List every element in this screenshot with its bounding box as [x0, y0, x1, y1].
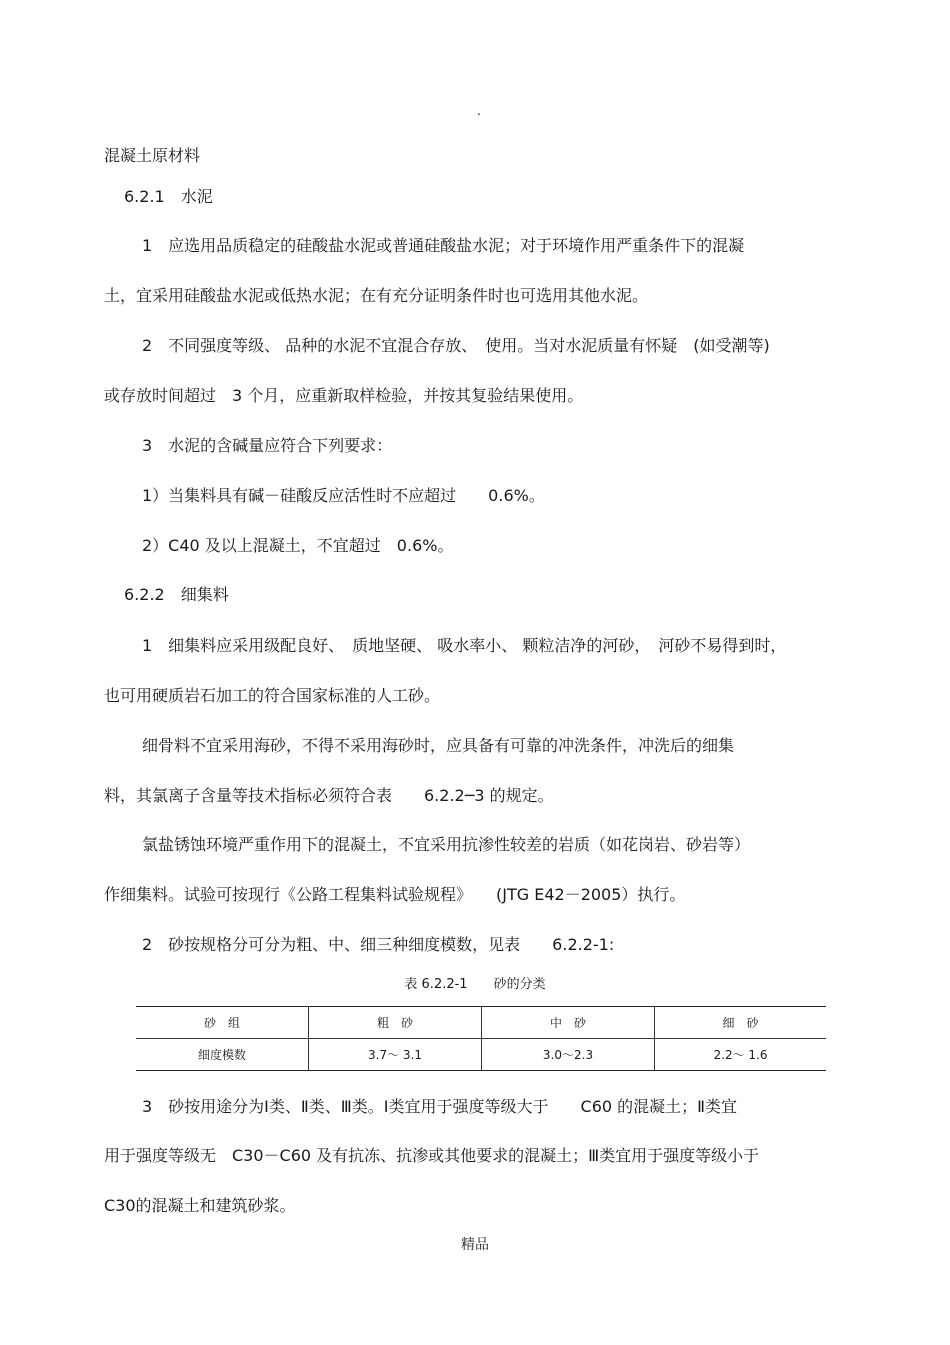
paragraph-line: 3 砂按用途分为Ⅰ类、Ⅱ类、Ⅲ类。Ⅰ类宜用于强度等级大于 C60 的混凝土；Ⅱ类宜 [142, 1097, 738, 1116]
paragraph-line: 1 细集料应采用级配良好、 质地坚硬、 吸水率小、 颗粒洁净的河砂， 河砂不易得到时， [142, 636, 787, 655]
section-heading-fine-aggregate: 6.2.2 细集料 [124, 585, 229, 604]
paragraph-line: C30的混凝土和建筑砂浆。 [104, 1196, 296, 1215]
paragraph-line: 细骨料不宜采用海砂，不得不采用海砂时，应具备有可靠的冲洗条件，冲洗后的细集 [142, 736, 735, 755]
header-cell: 粗 砂 [309, 1007, 482, 1039]
paragraph-line: 料，其氯离子含量等技术指标必须符合表 6.2.2─3 的规定。 [104, 786, 554, 805]
header-cell: 砂 组 [136, 1007, 309, 1039]
paragraph-line: 3 水泥的含碱量应符合下列要求： [142, 436, 393, 455]
paragraph-line: 或存放时间超过 3 个月，应重新取样检验，并按其复验结果使用。 [104, 386, 584, 405]
doc-title: 混凝土原材料 [104, 146, 201, 165]
paragraph-line: 氯盐锈蚀环境严重作用下的混凝土，不宜采用抗渗性较差的岩质（如花岗岩、砂岩等） [142, 835, 751, 854]
paragraph-line: 2）C40 及以上混凝土，不宜超过 0.6%。 [142, 536, 454, 555]
paragraph-line: 用于强度等级无 C30－C60 及有抗冻、抗渗或其他要求的混凝土；Ⅲ类宜用于强度等级小于 [104, 1146, 760, 1165]
table-caption: 表 6.2.2-1 砂的分类 [404, 977, 546, 992]
paragraph-line: 1）当集料具有碱－硅酸反应活性时不应超过 0.6%。 [142, 486, 545, 505]
header-cell: 细 砂 [655, 1007, 827, 1039]
header-mark: . [477, 104, 481, 118]
paragraph-line: 1 应选用品质稳定的硅酸盐水泥或普通硅酸盐水泥；对于环境作用严重条件下的混凝 [142, 236, 745, 255]
page-footer: 精品 [461, 1237, 489, 1253]
paragraph-line: 2 不同强度等级、 品种的水泥不宜混合存放、 使用。当对水泥质量有怀疑 (如受潮等) [142, 336, 770, 355]
table-cell: 2.2～ 1.6 [655, 1039, 827, 1071]
table-cell: 细度模数 [136, 1039, 309, 1071]
section-heading-cement: 6.2.1 水泥 [124, 187, 213, 206]
paragraph-line: 2 砂按规格分可分为粗、中、细三种细度模数，见表 6.2.2-1: [142, 935, 615, 954]
sand-classification-table [136, 1006, 826, 1071]
table-cell: 3.7～ 3.1 [309, 1039, 482, 1071]
paragraph-line: 作细集料。试验可按现行《公路工程集料试验规程》 (JTG E42－2005）执行。 [104, 885, 686, 904]
table-row [136, 1039, 826, 1071]
table-header-row [136, 1007, 826, 1039]
header-cell: 中 砂 [482, 1007, 655, 1039]
paragraph-line: 也可用硬质岩石加工的符合国家标准的人工砂。 [104, 686, 441, 705]
table-cell: 3.0～2.3 [482, 1039, 655, 1071]
paragraph-line: 土，宜采用硅酸盐水泥或低热水泥；在有充分证明条件时也可选用其他水泥。 [104, 286, 649, 305]
